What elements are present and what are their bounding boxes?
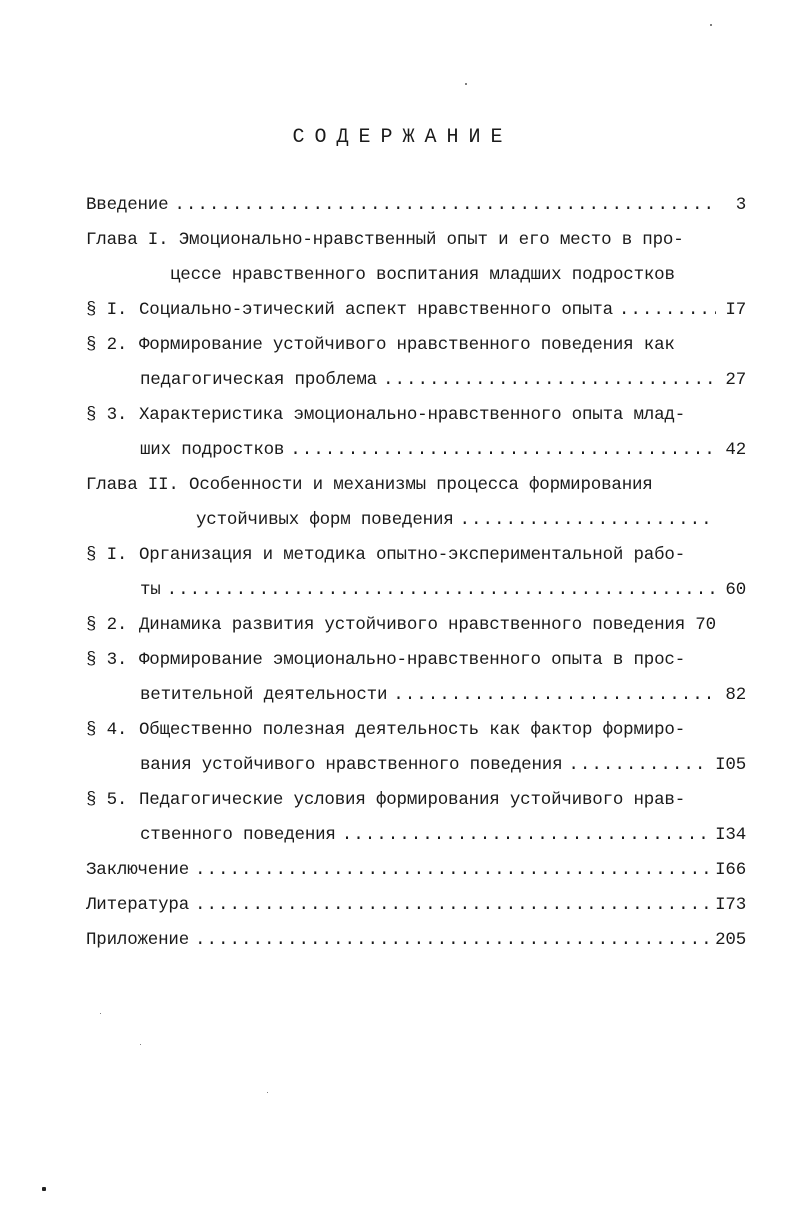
toc-leader-dots — [195, 860, 709, 880]
toc-entry-bibliography[interactable] — [86, 895, 746, 921]
toc-page-number: I05 — [715, 755, 746, 775]
toc-section-2-4-line-2[interactable] — [86, 755, 746, 781]
toc-entry-text: ты — [140, 580, 161, 600]
toc-section-mark: § 3. — [86, 405, 128, 425]
toc-section-2-5-line-2[interactable] — [86, 825, 746, 851]
toc-entry-text: вания устойчивого нравственного поведения — [140, 755, 563, 775]
toc-leader-dots — [568, 755, 709, 775]
toc-entry-text: Формирование эмоционально-нравственного опыта в прос- — [139, 650, 685, 670]
toc-entry-text: Социально-этический аспект нравственного опыта — [139, 300, 613, 320]
toc-entry-conclusion[interactable] — [86, 860, 746, 886]
toc-section-mark: § 4. — [86, 720, 128, 740]
toc-section-1-3-line-2[interactable] — [86, 440, 746, 466]
toc-section-1-2-line-2[interactable] — [86, 370, 746, 396]
toc-leader-dots — [195, 895, 709, 915]
toc-entry-text: Организация и методика опытно-экспериментальной рабо- — [139, 545, 685, 565]
toc-page-number: I7 — [725, 300, 746, 320]
toc-section-mark: § 3. — [86, 650, 128, 670]
toc-entry-text: ших подростков — [140, 440, 285, 460]
toc-section-mark: § 2. — [86, 335, 128, 355]
toc-page-number: I34 — [715, 825, 746, 845]
toc-entry-text: ветительной деятельности — [140, 685, 388, 705]
toc-entry-text: Глава II. Особенности и механизмы процесса формирования — [86, 475, 653, 495]
toc-page-number: 27 — [725, 370, 746, 390]
toc-leader-dots — [290, 440, 716, 460]
toc-entry-text: цессе нравственного воспитания младших подростков — [170, 265, 675, 285]
toc-entry-appendix[interactable] — [86, 930, 746, 956]
toc-section-2-2[interactable] — [86, 615, 746, 641]
toc-entry-text: Характеристика эмоционально-нравственного опыта млад- — [139, 405, 685, 425]
toc-entry-text: Общественно полезная деятельность как фактор формиро- — [139, 720, 685, 740]
toc-leader-dots — [342, 825, 709, 845]
toc-entry-text: ственного поведения — [140, 825, 336, 845]
toc-leader-dots — [460, 510, 716, 530]
scan-speck — [710, 24, 712, 26]
toc-section-1-1[interactable] — [86, 300, 746, 326]
toc-page-number: I66 — [715, 860, 746, 880]
toc-entry-text: педагогическая проблема — [140, 370, 377, 390]
scan-speck — [42, 1187, 46, 1191]
toc-entry-text: устойчивых форм поведения — [196, 510, 454, 530]
toc-entry-text: Глава I. Эмоционально-нравственный опыт и его место в про- — [86, 230, 684, 250]
toc-leader-dots — [393, 685, 716, 705]
toc-leader-dots — [383, 370, 716, 390]
toc-section-1-2-line-1[interactable] — [86, 335, 746, 361]
scan-speck — [267, 1092, 268, 1093]
toc-chapter-1-line-2[interactable] — [86, 265, 746, 291]
toc-entry-text: Формирование устойчивого нравственного поведения как — [139, 335, 675, 355]
toc-page-number: 3 — [735, 195, 746, 215]
toc-leader-dots — [619, 300, 716, 320]
toc-section-2-5-line-1[interactable] — [86, 790, 746, 816]
toc-section-1-3-line-1[interactable] — [86, 405, 746, 431]
toc-page-number: 60 — [725, 580, 746, 600]
toc-page-number: 42 — [725, 440, 746, 460]
toc-section-mark: § I. — [86, 545, 128, 565]
scan-speck — [100, 1013, 101, 1014]
toc-page-number: I73 — [715, 895, 746, 915]
scan-speck — [140, 1044, 141, 1045]
toc-page-number: 205 — [715, 930, 746, 950]
toc-chapter-1-line-1[interactable] — [86, 230, 746, 256]
toc-chapter-2-line-2[interactable] — [86, 510, 746, 536]
toc-section-mark: § 2. — [86, 615, 128, 635]
toc-section-2-4-line-1[interactable] — [86, 720, 746, 746]
toc-leader-dots — [195, 930, 709, 950]
toc-entry-text: Заключение — [86, 860, 190, 880]
toc-page-number: 82 — [725, 685, 746, 705]
toc-entry-text: Литература — [86, 895, 190, 915]
toc-entry-introduction[interactable] — [86, 195, 746, 221]
toc-chapter-2-line-1[interactable] — [86, 475, 746, 501]
toc-entry-text: Введение — [86, 195, 169, 215]
toc-section-2-1-line-2[interactable] — [86, 580, 746, 606]
toc-leader-dots — [174, 195, 716, 215]
toc-entry-text: Педагогические условия формирования устойчивого нрав- — [139, 790, 685, 810]
toc-section-2-1-line-1[interactable] — [86, 545, 746, 571]
page-title: СОДЕРЖАНИЕ — [292, 126, 513, 149]
toc-section-2-3-line-2[interactable] — [86, 685, 746, 711]
toc-section-mark: § 5. — [86, 790, 128, 810]
toc-entry-text: Динамика развития устойчивого нравственного поведения 70 — [139, 615, 716, 635]
scan-speck — [465, 83, 467, 85]
toc-entry-text: Приложение — [86, 930, 190, 950]
toc-leader-dots — [167, 580, 716, 600]
toc-section-mark: § I. — [86, 300, 128, 320]
toc-section-2-3-line-1[interactable] — [86, 650, 746, 676]
